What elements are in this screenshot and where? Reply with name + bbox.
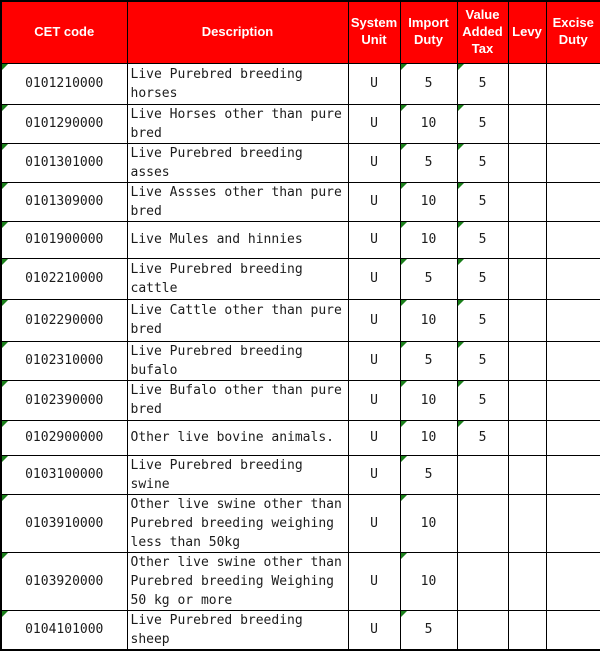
error-flag-icon <box>401 222 407 228</box>
cell-system-unit[interactable]: U <box>348 380 400 420</box>
cet-code-text: 0102390000 <box>25 392 104 408</box>
table-row <box>1 182 600 221</box>
cell-description[interactable]: Other live swine other than Purebred breeding Weighing 50 kg or more <box>127 552 348 610</box>
import-duty-text: 5 <box>424 76 433 91</box>
cell-excise-duty[interactable] <box>546 610 600 650</box>
error-flag-icon <box>458 300 464 306</box>
cell-excise-duty[interactable] <box>546 221 600 258</box>
error-flag-icon <box>2 105 8 111</box>
cell-vat[interactable] <box>457 299 508 341</box>
cell-import-duty[interactable] <box>400 494 457 552</box>
error-flag-icon <box>2 222 8 228</box>
cell-description[interactable]: Live Purebred breeding sheep <box>127 610 348 650</box>
cell-description[interactable]: Live Bufalo other than pure bred <box>127 380 348 420</box>
cell-excise-duty[interactable] <box>546 258 600 299</box>
cell-levy[interactable] <box>508 494 546 552</box>
error-flag-icon <box>458 64 464 70</box>
cell-system-unit[interactable]: U <box>348 258 400 299</box>
cell-description[interactable]: Live Mules and hinnies <box>127 221 348 258</box>
cell-vat[interactable] <box>457 341 508 380</box>
cet-code-text: 0101290000 <box>25 116 104 131</box>
error-flag-icon <box>401 342 407 348</box>
cell-levy[interactable] <box>508 63 546 104</box>
vat-text: 5 <box>478 76 487 91</box>
cell-cet-code[interactable] <box>1 494 127 552</box>
import-duty-text: 10 <box>420 312 437 328</box>
cell-levy[interactable] <box>508 380 546 420</box>
cell-vat[interactable] <box>457 182 508 221</box>
cell-system-unit[interactable]: U <box>348 341 400 380</box>
import-duty-text: 5 <box>424 353 433 368</box>
cell-excise-duty[interactable] <box>546 143 600 182</box>
table-row <box>1 143 600 182</box>
cell-import-duty[interactable] <box>400 63 457 104</box>
cell-description[interactable]: Live Horses other than pure bred <box>127 104 348 143</box>
import-duty-text: 10 <box>420 573 437 589</box>
cell-import-duty[interactable] <box>400 552 457 610</box>
cet-code-text: 0103100000 <box>25 467 104 482</box>
cell-cet-code[interactable] <box>1 104 127 143</box>
cell-import-duty[interactable] <box>400 299 457 341</box>
cet-code-text: 0104101000 <box>25 622 104 638</box>
error-flag-icon <box>458 342 464 348</box>
import-duty-text: 10 <box>420 194 437 209</box>
vat-text: 5 <box>478 430 487 445</box>
vat-text: 5 <box>478 392 487 408</box>
vat-text: 5 <box>478 232 487 247</box>
cell-system-unit[interactable]: U <box>348 552 400 610</box>
cell-levy[interactable] <box>508 420 546 455</box>
import-duty-text: 10 <box>420 430 437 445</box>
cell-cet-code[interactable] <box>1 143 127 182</box>
cet-code-text: 0102900000 <box>25 430 104 445</box>
vat-text: 5 <box>478 271 487 286</box>
error-flag-icon <box>401 421 407 427</box>
cell-cet-code[interactable] <box>1 258 127 299</box>
cell-system-unit[interactable]: U <box>348 610 400 650</box>
cell-description[interactable]: Live Purebred breeding cattle <box>127 258 348 299</box>
error-flag-icon <box>458 105 464 111</box>
error-flag-icon <box>401 144 407 150</box>
cell-cet-code[interactable] <box>1 63 127 104</box>
error-flag-icon <box>401 259 407 265</box>
cell-excise-duty[interactable] <box>546 63 600 104</box>
error-flag-icon <box>2 342 8 348</box>
cell-description[interactable]: Live Purebred breeding asses <box>127 143 348 182</box>
error-flag-icon <box>401 183 407 189</box>
table-row <box>1 455 600 494</box>
cell-cet-code[interactable] <box>1 380 127 420</box>
error-flag-icon <box>458 381 464 387</box>
cell-description[interactable]: Live Assses other than pure bred <box>127 182 348 221</box>
cell-levy[interactable] <box>508 104 546 143</box>
cet-code-text: 0103910000 <box>25 515 104 531</box>
cell-system-unit[interactable]: U <box>348 420 400 455</box>
error-flag-icon <box>401 381 407 387</box>
cell-vat[interactable] <box>457 455 508 494</box>
cell-vat[interactable] <box>457 143 508 182</box>
error-flag-icon <box>2 421 8 427</box>
cet-code-text: 0101309000 <box>25 194 104 209</box>
vat-text: 5 <box>478 312 487 328</box>
cell-import-duty[interactable] <box>400 182 457 221</box>
cet-code-text: 0103920000 <box>25 573 104 589</box>
cell-levy[interactable] <box>508 610 546 650</box>
error-flag-icon <box>2 183 8 189</box>
cell-cet-code[interactable] <box>1 552 127 610</box>
cell-levy[interactable] <box>508 552 546 610</box>
error-flag-icon <box>2 611 8 617</box>
table-row <box>1 420 600 455</box>
cell-vat[interactable] <box>457 104 508 143</box>
cell-excise-duty[interactable] <box>546 104 600 143</box>
cet-code-text: 0102210000 <box>25 271 104 286</box>
cell-cet-code[interactable] <box>1 341 127 380</box>
vat-text: 5 <box>478 194 487 209</box>
cell-system-unit[interactable]: U <box>348 63 400 104</box>
table-row <box>1 610 600 650</box>
cell-excise-duty[interactable] <box>546 494 600 552</box>
cell-description[interactable]: Live Purebred breeding bufalo <box>127 341 348 380</box>
cell-levy[interactable] <box>508 182 546 221</box>
table-row <box>1 341 600 380</box>
cell-cet-code[interactable] <box>1 420 127 455</box>
error-flag-icon <box>458 222 464 228</box>
cell-vat[interactable] <box>457 610 508 650</box>
column-header-system-unit[interactable]: System Unit <box>348 1 400 63</box>
error-flag-icon <box>401 64 407 70</box>
error-flag-icon <box>401 105 407 111</box>
table-row <box>1 63 600 104</box>
cell-import-duty[interactable] <box>400 455 457 494</box>
cet-code-text: 0101900000 <box>25 232 104 247</box>
error-flag-icon <box>401 456 407 462</box>
cell-levy[interactable] <box>508 455 546 494</box>
cell-excise-duty[interactable] <box>546 552 600 610</box>
cell-system-unit[interactable]: U <box>348 182 400 221</box>
error-flag-icon <box>2 300 8 306</box>
cell-vat[interactable] <box>457 380 508 420</box>
cet-code-text: 0102310000 <box>25 353 104 368</box>
cell-description[interactable]: Live Purebred breeding swine <box>127 455 348 494</box>
error-flag-icon <box>458 421 464 427</box>
cet-code-text: 0101301000 <box>25 155 104 170</box>
import-duty-text: 5 <box>424 155 433 170</box>
cell-cet-code[interactable] <box>1 455 127 494</box>
column-header-import-duty[interactable]: Import Duty <box>400 1 457 63</box>
cell-import-duty[interactable] <box>400 258 457 299</box>
cell-vat[interactable] <box>457 552 508 610</box>
table-row <box>1 552 600 610</box>
column-header-value-added-tax[interactable]: Value Added Tax <box>457 1 508 63</box>
cell-cet-code[interactable] <box>1 299 127 341</box>
cell-import-duty[interactable] <box>400 420 457 455</box>
cell-system-unit[interactable]: U <box>348 494 400 552</box>
import-duty-text: 5 <box>424 271 433 286</box>
cell-excise-duty[interactable] <box>546 455 600 494</box>
vat-text: 5 <box>478 116 487 131</box>
import-duty-text: 10 <box>420 515 437 531</box>
cell-excise-duty[interactable] <box>546 182 600 221</box>
error-flag-icon <box>458 183 464 189</box>
cell-excise-duty[interactable] <box>546 341 600 380</box>
cell-cet-code[interactable] <box>1 221 127 258</box>
cell-levy[interactable] <box>508 341 546 380</box>
cell-levy[interactable] <box>508 221 546 258</box>
cell-import-duty[interactable] <box>400 610 457 650</box>
error-flag-icon <box>401 553 407 559</box>
vat-text: 5 <box>478 155 487 170</box>
vat-text: 5 <box>478 353 487 368</box>
cell-cet-code[interactable] <box>1 610 127 650</box>
cet-code-text: 0102290000 <box>25 312 104 328</box>
import-duty-text: 10 <box>420 392 437 408</box>
cell-excise-duty[interactable] <box>546 299 600 341</box>
cell-vat[interactable] <box>457 258 508 299</box>
error-flag-icon <box>401 300 407 306</box>
cell-levy[interactable] <box>508 299 546 341</box>
import-duty-text: 10 <box>420 116 437 131</box>
cell-vat[interactable] <box>457 63 508 104</box>
cell-description[interactable]: Other live swine other than Purebred breeding weighing less than 50kg <box>127 494 348 552</box>
cell-excise-duty[interactable] <box>546 380 600 420</box>
table-row <box>1 299 600 341</box>
column-header-levy[interactable]: Levy <box>508 1 546 63</box>
table-row <box>1 221 600 258</box>
import-duty-text: 5 <box>424 622 433 638</box>
table-row <box>1 104 600 143</box>
error-flag-icon <box>2 64 8 70</box>
cell-import-duty[interactable] <box>400 380 457 420</box>
cell-vat[interactable] <box>457 221 508 258</box>
header-row <box>1 1 600 63</box>
table-row <box>1 258 600 299</box>
error-flag-icon <box>458 259 464 265</box>
table-row <box>1 494 600 552</box>
error-flag-icon <box>401 611 407 617</box>
cell-levy[interactable] <box>508 143 546 182</box>
cell-import-duty[interactable] <box>400 341 457 380</box>
import-duty-text: 5 <box>424 467 433 482</box>
cell-levy[interactable] <box>508 258 546 299</box>
cell-cet-code[interactable] <box>1 182 127 221</box>
table-row <box>1 380 600 420</box>
error-flag-icon <box>2 553 8 559</box>
cell-vat[interactable] <box>457 494 508 552</box>
error-flag-icon <box>401 495 407 501</box>
cell-import-duty[interactable] <box>400 143 457 182</box>
column-header-excise-duty[interactable]: Excise Duty <box>546 1 600 63</box>
cet-code-text: 0101210000 <box>25 76 104 91</box>
cell-vat[interactable] <box>457 420 508 455</box>
cell-system-unit[interactable]: U <box>348 221 400 258</box>
cell-import-duty[interactable] <box>400 221 457 258</box>
cell-description[interactable]: Other live bovine animals. <box>127 420 348 455</box>
cell-import-duty[interactable] <box>400 104 457 143</box>
error-flag-icon <box>2 144 8 150</box>
cell-system-unit[interactable]: U <box>348 299 400 341</box>
import-duty-text: 10 <box>420 232 437 247</box>
error-flag-icon <box>2 381 8 387</box>
cell-system-unit[interactable]: U <box>348 455 400 494</box>
cell-description[interactable]: Live Cattle other than pure bred <box>127 299 348 341</box>
cell-description[interactable]: Live Purebred breeding horses <box>127 63 348 104</box>
error-flag-icon <box>2 259 8 265</box>
error-flag-icon <box>2 495 8 501</box>
cell-system-unit[interactable]: U <box>348 104 400 143</box>
column-header-cet-code[interactable]: CET code <box>1 1 127 63</box>
error-flag-icon <box>2 456 8 462</box>
error-flag-icon <box>458 144 464 150</box>
cell-excise-duty[interactable] <box>546 420 600 455</box>
cell-system-unit[interactable]: U <box>348 143 400 182</box>
column-header-description[interactable]: Description <box>127 1 348 63</box>
